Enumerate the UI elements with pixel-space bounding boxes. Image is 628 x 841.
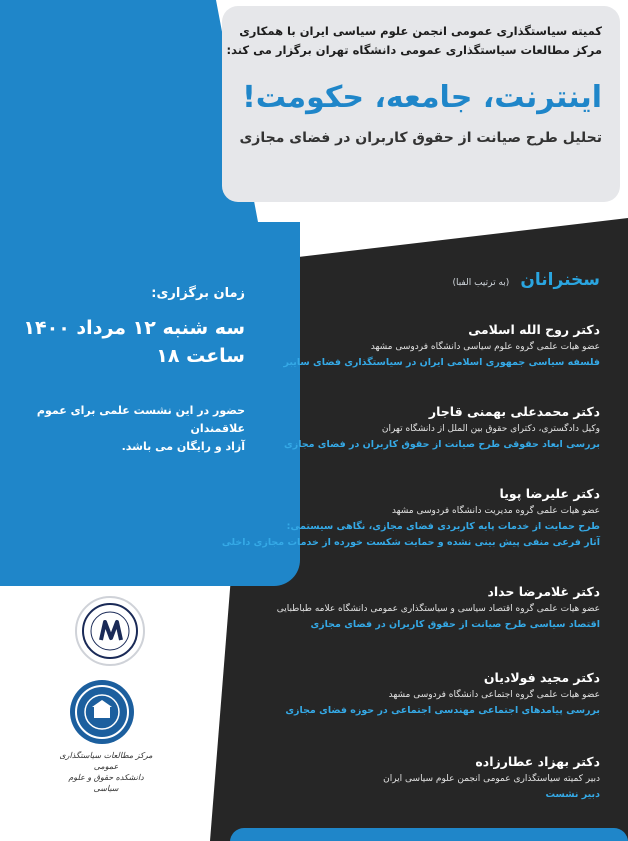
speaker-role: عضو هیات علمی گروه مدیریت دانشگاه فردوسی مشهد (391, 506, 600, 516)
attendance-note (30, 402, 245, 456)
logo-caption (56, 750, 156, 794)
speaker-topic: طرح حمایت از خدمات پایه کاربردی فضای مجازی، نگاهی سیستمی: (286, 521, 600, 532)
event-hour: ساعت ۱۸ (156, 345, 245, 367)
intro-line-2: مرکز مطالعات سیاستگذاری عمومی دانشگاه تهران برگزار می کند: (226, 43, 602, 57)
speaker-topic: اقتصاد سیاسی طرح صیانت از حقوق کاربران در فضای مجازی (310, 619, 600, 630)
bottom-bar (230, 828, 628, 841)
speaker-name: دکتر روح الله اسلامی (468, 322, 600, 337)
intro-line-1: کمیته سیاستگذاری عمومی انجمن علوم سیاسی ایران با همکاری (239, 24, 602, 38)
speaker-topic-line-2: آثار فرعی منفی پیش بینی نشده و حمایت شکست خورده از خدمات مجازی داخلی (221, 537, 600, 548)
speakers-heading (452, 270, 600, 290)
speaker-role: عضو هیات علمی گروه علوم سیاسی دانشگاه فردوسی مشهد (370, 342, 600, 352)
event-date: سه شنبه ۱۲ مرداد ۱۴۰۰ (23, 317, 245, 339)
speaker-1 (260, 322, 600, 368)
speaker-3 (221, 486, 600, 548)
speakers-title: سخنرانان (520, 270, 600, 290)
speaker-name: دکتر غلامرضا حداد (487, 584, 600, 599)
page-title: اینترنت، جامعه، حکومت! (242, 80, 602, 115)
intro-text (222, 22, 602, 60)
note-line-1: حضور در این نشست علمی برای عموم علاقمندان (36, 404, 245, 435)
university-of-tehran-seal-icon (70, 680, 134, 744)
speaker-topic: فلسفه سیاسی جمهوری اسلامی ایران در سیاستگذاری فضای سایبر (283, 357, 600, 368)
speaker-name: دکتر بهزاد عطارزاده (475, 754, 600, 769)
note-line-2: آزاد و رایگان می باشد. (121, 440, 245, 453)
speaker-role: عضو هیات علمی گروه اجتماعی دانشگاه فردوسی مشهد (388, 690, 600, 700)
caption-line-2: دانشکده حقوق و علوم سیاسی (68, 773, 144, 793)
event-datetime (23, 314, 245, 370)
speaker-role: وکیل دادگستری، دکترای حقوق بین الملل از دانشگاه تهران (381, 424, 600, 434)
speaker-6 (260, 754, 600, 800)
speaker-role: دبیر کمیته سیاستگذاری عمومی انجمن علوم سیاسی ایران (383, 774, 600, 784)
speaker-role: عضو هیات علمی گروه اقتصاد سیاسی و سیاستگذاری عمومی دانشگاه علامه طباطبایی (276, 604, 600, 614)
caption-line-1: مرکز مطالعات سیاستگذاری عمومی (59, 751, 153, 771)
time-label: زمان برگزاری: (151, 286, 245, 301)
page-subtitle: تحلیل طرح صیانت از حقوق کاربران در فضای مجازی (239, 130, 602, 146)
speaker-4 (260, 584, 600, 630)
speaker-5 (260, 670, 600, 716)
speaker-topic: بررسی ابعاد حقوقی طرح صیانت از حقوق کاربران در فضای مجازی (284, 439, 600, 450)
speaker-topic: بررسی پیامدهای اجتماعی مهندسی اجتماعی در حوزه فضای مجازی (285, 705, 600, 716)
speaker-name: دکتر مجید فولادیان (483, 670, 600, 685)
speaker-topic: دبیر نشست (545, 789, 600, 800)
speakers-order-note: (به ترتیب الفبا) (452, 278, 510, 288)
speaker-name: دکتر علیرضا پویا (499, 486, 600, 501)
speaker-2 (260, 404, 600, 450)
association-seal-icon (75, 596, 145, 666)
speaker-name: دکتر محمدعلی بهمنی قاجار (428, 404, 600, 419)
